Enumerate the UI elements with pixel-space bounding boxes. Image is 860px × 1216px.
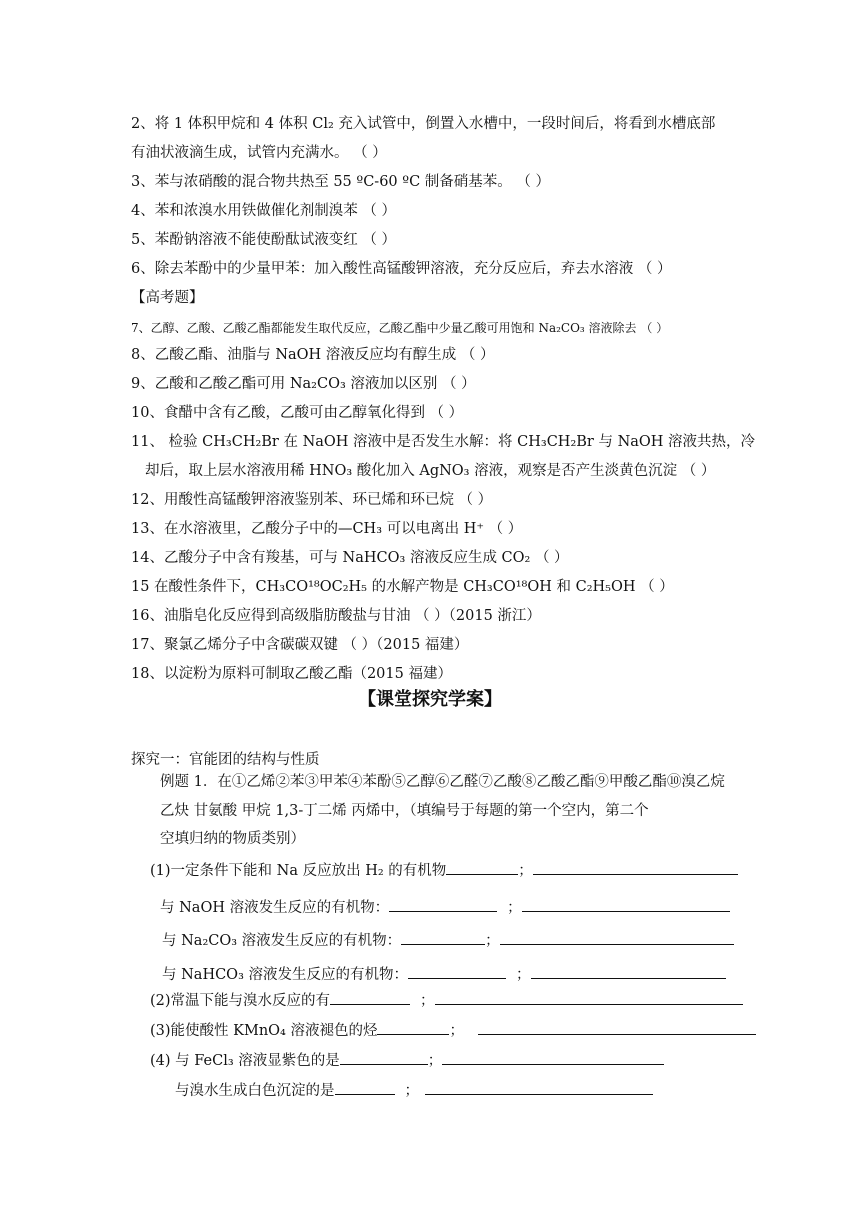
- section-title: 【课堂探究学案】: [358, 689, 502, 710]
- separator: ；: [507, 900, 522, 916]
- answer-blank-3b[interactable]: [478, 1020, 756, 1035]
- prompt-1c-text: 与 NaHCO₃ 溶液发生反应的有机物：: [162, 967, 408, 983]
- prompt-4-text: (4) 与 FeCl₃ 溶液显紫色的是: [150, 1053, 340, 1069]
- question-3: 3、苯与浓硝酸的混合物共热至 55 ºC-60 ºC 制备硝基苯。 （ ）: [131, 174, 551, 190]
- answer-blank-nahco3-b[interactable]: [531, 964, 726, 979]
- prompt-1b: [162, 930, 734, 951]
- prompt-1: [150, 860, 738, 881]
- prompt-3: [150, 1020, 756, 1041]
- prompt-2-text: (2)常温下能与溴水反应的有: [150, 993, 331, 1009]
- prompt-1a: [160, 897, 730, 918]
- question-8: 8、乙酸乙酯、油脂与 NaOH 溶液反应均有醇生成 （ ）: [131, 347, 495, 363]
- question-14: 14、乙酸分子中含有羧基，可与 NaHCO₃ 溶液反应生成 CO₂ （ ）: [131, 550, 569, 566]
- question-4: 4、苯和浓溴水用铁做催化剂制溴苯 （ ）: [131, 203, 396, 219]
- question-18: 18、以淀粉为原料可制取乙酸乙酯（2015 福建）: [131, 666, 452, 682]
- separator: ；: [449, 1023, 464, 1039]
- answer-blank-naoh-a[interactable]: [389, 897, 497, 912]
- prompt-4a: [175, 1080, 653, 1101]
- question-15: 15 在酸性条件下，CH₃CO¹⁸OC₂H₅ 的水解产物是 CH₃CO¹⁸OH 和 C₂H₅OH （ ）: [131, 579, 674, 595]
- answer-blank-2b[interactable]: [435, 990, 743, 1005]
- question-12: 12、用酸性高锰酸钾溶液鉴别苯、环已烯和环已烷 （ ）: [131, 492, 493, 508]
- prompt-1a-text: 与 NaOH 溶液发生反应的有机物：: [160, 900, 390, 916]
- answer-blank-4d[interactable]: [425, 1080, 653, 1095]
- answer-blank-na2co3-b[interactable]: [500, 930, 734, 945]
- answer-blank-na2co3-a[interactable]: [401, 930, 485, 945]
- question-7: 7、乙醇、乙酸、乙酸乙酯都能发生取代反应，乙酸乙酯中少量乙酸可用饱和 Na₂CO₃ 溶液除去 （ ）: [131, 321, 669, 335]
- prompt-2: [150, 990, 743, 1011]
- separator: ；: [404, 1083, 419, 1099]
- separator: ；: [420, 993, 435, 1009]
- example-line3: 空填归纳的物质类别）: [160, 831, 305, 847]
- separator: ；: [518, 863, 533, 879]
- separator: ；: [485, 933, 500, 949]
- answer-blank-1a[interactable]: [446, 860, 518, 875]
- answer-blank-4a[interactable]: [340, 1050, 428, 1065]
- question-5: 5、苯酚钠溶液不能使酚酞试液变红 （ ）: [131, 232, 396, 248]
- question-16: 16、油脂皂化反应得到高级脂肪酸盐与甘油 （ ）（2015 浙江）: [131, 608, 541, 624]
- prompt-1-text: (1)一定条件下能和 Na 反应放出 H₂ 的有机物: [150, 863, 447, 879]
- separator: ；: [427, 1053, 443, 1069]
- question-9: 9、乙酸和乙酸乙酯可用 Na₂CO₃ 溶液加以区别 （ ）: [131, 376, 476, 392]
- prompt-4: [150, 1050, 664, 1071]
- question-17: 17、聚氯乙烯分子中含碳碳双键 （ ）（2015 福建）: [131, 637, 469, 653]
- question-11-line1: 11、 检验 CH₃CH₂Br 在 NaOH 溶液中是否发生水解：将 CH₃CH₂Br 与 NaOH 溶液共热，冷: [131, 434, 756, 450]
- question-11-line2: 却后，取上层水溶液用稀 HNO₃ 酸化加入 AgNO₃ 溶液，观察是否产生淡黄色沉淀 （ ）: [145, 463, 716, 479]
- prompt-1c: [162, 964, 726, 985]
- question-2-line2: 有油状液滴生成，试管内充满水。 （ ）: [131, 145, 387, 161]
- prompt-1b-text: 与 Na₂CO₃ 溶液发生反应的有机物：: [162, 933, 402, 949]
- question-2-line1: 2、将 1 体积甲烷和 4 体积 Cl₂ 充入试管中，倒置入水槽中，一段时间后，将看到水槽底部: [131, 116, 716, 132]
- example-line1: 例题 1．在①乙烯②苯③甲苯④苯酚⑤乙醇⑥乙醛⑦乙酸⑧乙酸乙酯⑨甲酸乙酯⑩溴乙烷: [160, 774, 725, 790]
- answer-blank-4c[interactable]: [335, 1080, 395, 1095]
- answer-blank-nahco3-a[interactable]: [408, 964, 506, 979]
- answer-blank-3a[interactable]: [377, 1020, 449, 1035]
- question-6: 6、除去苯酚中的少量甲苯：加入酸性高锰酸钾溶液，充分反应后，弃去水溶液 （ ）: [131, 261, 672, 277]
- explore-heading: 探究一：官能团的结构与性质: [131, 752, 320, 768]
- question-10: 10、食醋中含有乙酸，乙酸可由乙醇氧化得到 （ ）: [131, 405, 464, 421]
- separator: ；: [516, 967, 531, 983]
- answer-blank-2a[interactable]: [330, 990, 410, 1005]
- question-13: 13、在水溶液里，乙酸分子中的—CH₃ 可以电离出 H⁺ （ ）: [131, 521, 523, 537]
- gaokao-heading: 【高考题】: [131, 290, 204, 306]
- answer-blank-naoh-b[interactable]: [522, 897, 730, 912]
- example-line2: 乙炔 甘氨酸 甲烷 1,3-丁二烯 丙烯中，（填编号于每题的第一个空内，第二个: [160, 803, 649, 819]
- answer-blank-1b[interactable]: [533, 860, 738, 875]
- prompt-4a-text: 与溴水生成白色沉淀的是: [175, 1083, 335, 1099]
- answer-blank-4b[interactable]: [442, 1050, 664, 1065]
- prompt-3-text: (3)能使酸性 KMnO₄ 溶液褪色的烃: [150, 1023, 378, 1039]
